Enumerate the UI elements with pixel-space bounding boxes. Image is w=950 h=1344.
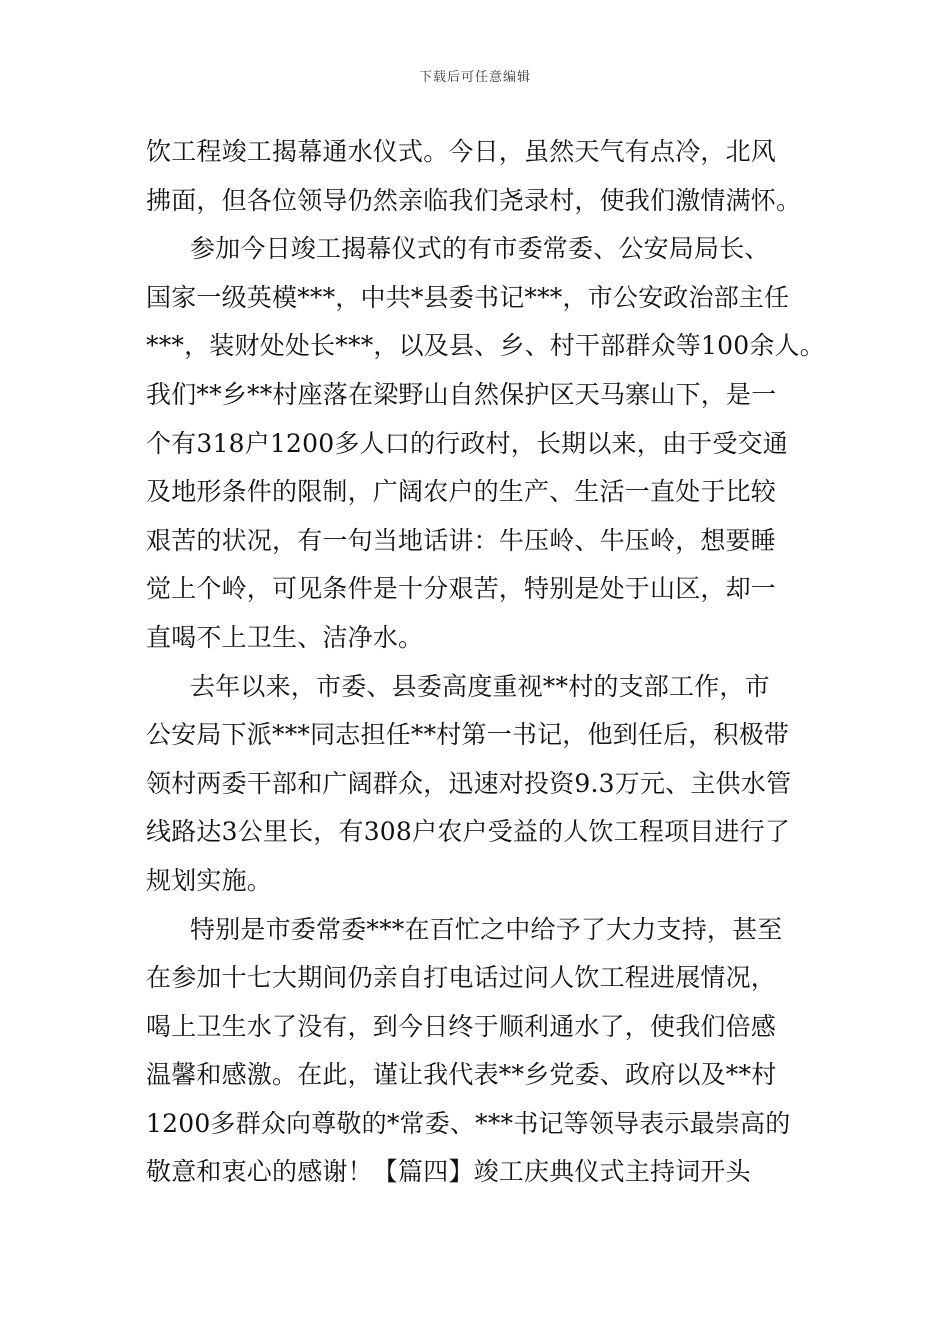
text-line: 线路达3公里长，有308户农户受益的人饮工程项目进行了 <box>146 817 791 847</box>
text-line: 公安局下派***同志担任**村第一书记，他到任后，积极带 <box>146 720 790 750</box>
text-line: 喝上卫生水了没有，到今日终于顺利通水了，使我们倍感 <box>146 1011 777 1041</box>
text-line: 艰苦的状况，有一句当地话讲：牛压岭、牛压岭，想要睡 <box>146 525 777 555</box>
text-line: 规划实施。 <box>146 865 273 895</box>
text-line: 饮工程竣工揭幕通水仪式。今日，虽然天气有点冷，北风 <box>146 137 777 166</box>
text-line: 直喝不上卫生、洁净水。 <box>146 622 424 652</box>
text-line: 特别是市委常委***在百忙之中给予了大力支持，甚至 <box>190 914 783 944</box>
text-line: 个有318户1200多人口的行政村，长期以来，由于受交通 <box>146 428 788 458</box>
text-line: 拂面，但各位领导仍然亲临我们尧录村，使我们激情满怀。 <box>146 185 802 215</box>
text-line: 我们**乡**村座落在梁野山自然保护区天马寨山下，是一 <box>146 379 777 409</box>
text-line: 1200多群众向尊敬的*常委、***书记等领导表示最崇高的 <box>146 1108 791 1138</box>
text-line: ***，装财处处长***，以及县、乡、村干部群众等100余人。 <box>146 331 825 361</box>
text-line: 国家一级英模***，中共*县委书记***，市公安政治部主任 <box>146 282 790 312</box>
text-line: 在参加十七大期间仍亲自打电话过问人饮工程进展情况， <box>146 963 777 993</box>
text-line: 参加今日竣工揭幕仪式的有市委常委、公安局局长、 <box>190 234 770 264</box>
text-line: 觉上个岭，可见条件是十分艰苦，特别是处于山区，却一 <box>146 574 777 604</box>
document-body <box>146 128 825 1197</box>
page-header: 下载后可任意编辑 <box>418 70 531 85</box>
text-line: 温馨和感激。在此，谨让我代表**乡党委、政府以及**村 <box>146 1060 777 1090</box>
text-line: 及地形条件的限制，广阔农户的生产、生活一直处于比较 <box>146 477 777 507</box>
text-line: 敬意和衷心的感谢！【篇四】竣工庆典仪式主持词开头 <box>146 1157 751 1187</box>
text-line: 去年以来，市委、县委高度重视**村的支部工作，市 <box>190 671 770 701</box>
text-line: 领村两委干部和广阔群众，迅速对投资9.3万元、主供水管 <box>146 768 792 798</box>
